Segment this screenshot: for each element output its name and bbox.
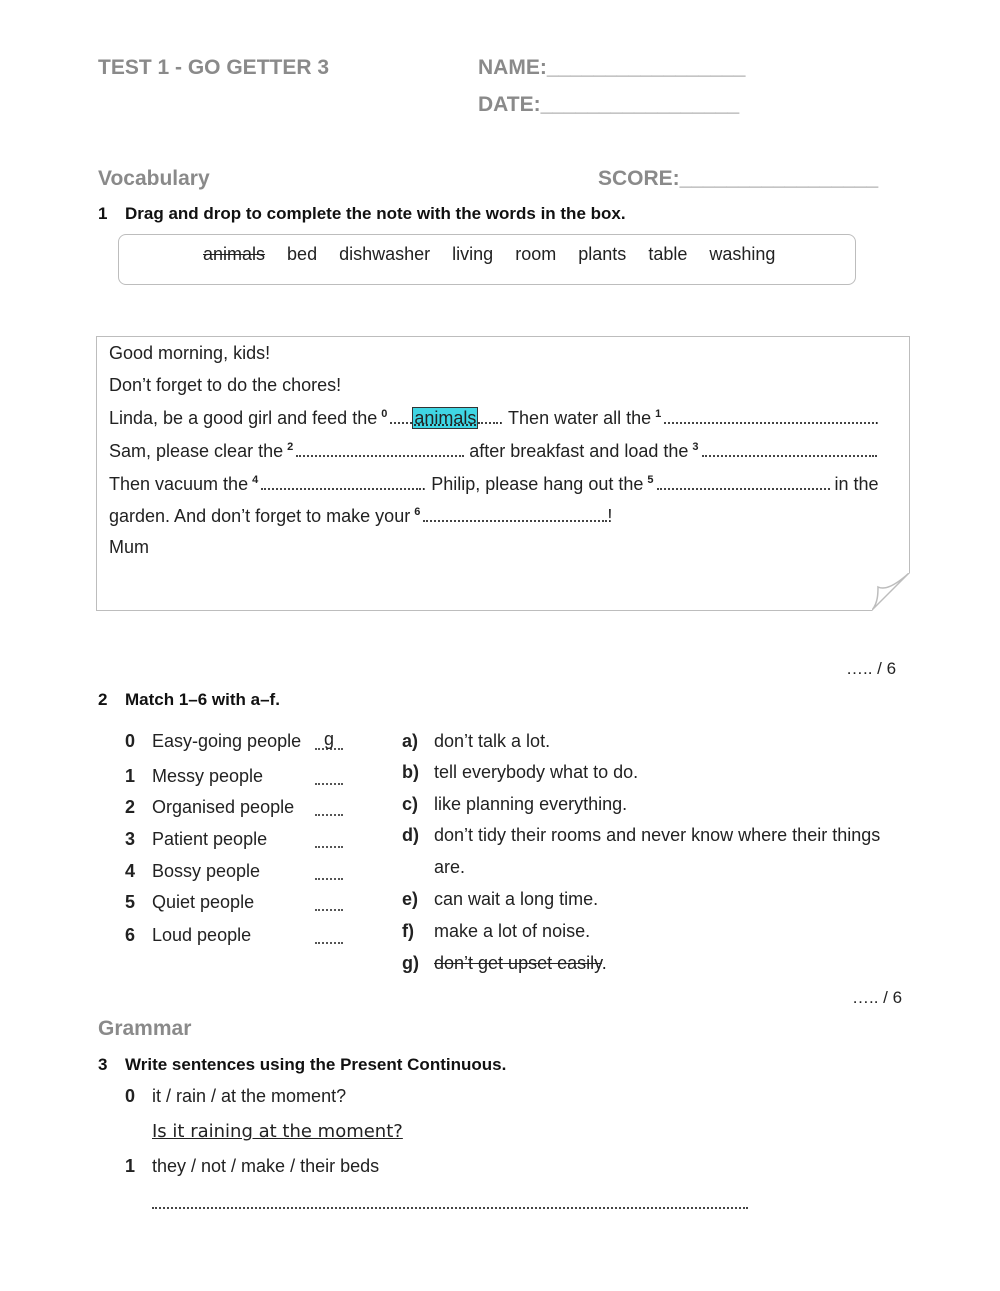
answer-line[interactable] [152,1193,748,1209]
exercise-1-score: ….. / 6 [846,659,897,678]
gap-dots [390,408,412,424]
instruction-text: Drag and drop to complete the note with the words in the box. [125,204,626,223]
option-letter: e) [402,889,419,909]
option-text-tail: . [601,953,607,973]
answer-slot[interactable] [315,829,343,848]
instruction-text: Match 1–6 with a–f. [125,690,280,709]
item-number: 0 [125,1086,136,1106]
exercise-2-instruction [98,690,280,710]
option-text: like planning everything. [434,794,628,814]
option-text: are. [434,857,466,877]
note-text: after breakfast and load the [469,441,689,461]
note-text: ! [607,506,613,526]
score-field-label: SCORE:_________________ [598,167,879,190]
item-number: 5 [125,892,136,912]
example-answer: Is it raining at the moment? [152,1121,403,1142]
option-text: don’t tidy their rooms and never know where their things [434,825,881,845]
grammar-item [125,1156,379,1177]
item-number: 4 [125,861,136,881]
word-chip[interactable]: room [515,244,557,264]
item-text: Loud people [152,925,252,945]
gap-number: 6 [414,506,421,518]
item-text: Quiet people [152,892,255,912]
word-chip[interactable]: plants [578,244,627,264]
date-field-label: DATE:_________________ [478,93,740,116]
test-title: TEST 1 - GO GETTER 3 [98,56,330,79]
name-field-label: NAME:_________________ [478,56,746,79]
gap-number: 2 [287,441,294,453]
item-text: Easy-going people [152,731,302,751]
gap-5-drop-target[interactable] [657,474,830,490]
chores-note [96,336,910,611]
note-text: . Then water all the [498,408,652,428]
exercise-number: 2 [98,690,108,709]
answer-slot[interactable] [315,892,343,911]
note-text: Then vacuum the [109,474,249,494]
option-text: can wait a long time. [434,889,599,909]
gap-number: 4 [252,474,259,486]
option-letter: c) [402,794,419,814]
item-prompt: they / not / make / their beds [152,1156,380,1176]
note-line [109,506,612,527]
gap-1-drop-target[interactable] [664,408,874,424]
gap-3-drop-target[interactable] [702,441,874,457]
option-text: don’t get upset easily [434,953,602,973]
item-number: 6 [125,925,136,945]
item-number: 1 [125,766,136,786]
option-letter: g) [402,953,419,973]
item-text: Patient people [152,829,268,849]
gap-number: 3 [692,441,699,453]
exercise-number: 3 [98,1055,108,1074]
word-chip[interactable]: table [648,244,688,264]
option-letter: b) [402,762,419,782]
note-text: Sam, please clear the [109,441,284,461]
word-chip[interactable]: living [452,244,494,264]
item-text: Messy people [152,766,264,786]
item-number: 3 [125,829,136,849]
note-line: Linda, be a good girl and feed the $^0$ animals . Then water all the $^1$ . [109,408,880,428]
gap-0-answer[interactable]: animals [414,408,477,428]
item-text: Bossy people [152,861,261,881]
gap-dots [478,408,498,424]
word-box [118,234,856,285]
option-text: make a lot of noise. [434,921,591,941]
item-prompt: it / rain / at the moment? [152,1086,347,1106]
answer-slot[interactable] [315,861,343,880]
item-number: 0 [125,731,136,751]
word-chip[interactable]: washing [709,244,776,264]
note-sign-off: Mum [109,537,149,557]
note-text: in the [834,474,879,494]
instruction-text: Write sentences using the Present Continuous. [125,1055,507,1074]
note-text: garden. And don’t forget to make your [109,506,411,526]
vocabulary-section-title: Vocabulary [98,167,210,190]
answer-slot[interactable] [315,925,343,944]
note-text: . Philip, please hang out the [421,474,644,494]
word-chip[interactable]: dishwasher [339,244,431,264]
option-text: tell everybody what to do. [434,762,639,782]
exercise-3-instruction [98,1055,506,1075]
option-letter: f) [402,921,414,941]
exercise-number: 1 [98,204,108,223]
item-number: 1 [125,1156,136,1176]
gap-2-drop-target[interactable] [296,441,464,457]
option-text: don’t talk a lot. [434,731,551,751]
note-line: Sam, please clear the $^2$ after breakfast and load the $^3$ . [109,441,879,461]
page-curl-icon [872,573,910,611]
gap-6-drop-target[interactable] [423,506,607,522]
gap-4-drop-target[interactable] [261,474,421,490]
option-letter: a) [402,731,419,751]
exercise-2-score: ….. / 6 [852,988,903,1007]
note-text: Linda, be a good girl and feed the [109,408,378,428]
answer-slot[interactable]: g [315,731,343,750]
gap-number: 5 [647,474,654,486]
word-chip[interactable]: bed [287,244,318,264]
exercise-1-instruction [98,204,626,224]
item-text: Organised people [152,797,295,817]
option-letter: d) [402,825,419,845]
item-number: 2 [125,797,136,817]
word-chip-used: animals [203,244,266,264]
gap-number: 1 [655,408,662,420]
note-line [109,474,879,495]
note-line: Don’t forget to do the chores! [109,375,342,395]
answer-slot[interactable] [315,766,343,785]
gap-number: 0 [381,408,388,420]
note-greeting: Good morning, kids! [109,343,271,363]
answer-slot[interactable] [315,797,343,816]
grammar-section-title: Grammar [98,1017,192,1040]
grammar-item [125,1086,346,1107]
